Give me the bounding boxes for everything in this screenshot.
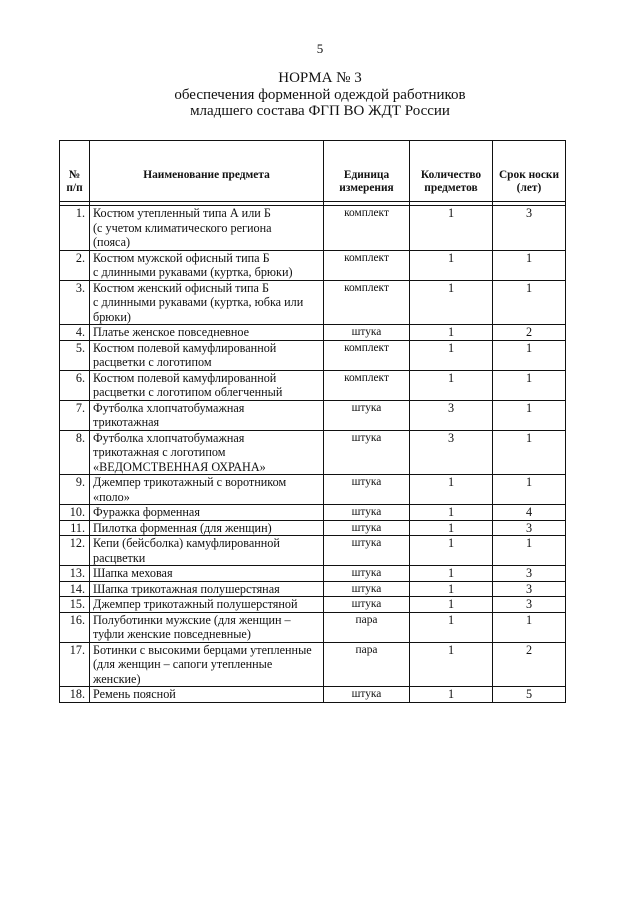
- row-number: 12.: [60, 536, 90, 566]
- item-name-line: Ремень поясной: [93, 687, 176, 701]
- table-row: [60, 520, 566, 536]
- item-unit: штука: [324, 520, 410, 536]
- item-name-line: (пояса): [93, 235, 131, 249]
- item-name-line: Костюм полевой камуфлированной: [93, 340, 277, 355]
- row-number: 16.: [60, 612, 90, 642]
- norms-table: [59, 140, 566, 703]
- item-name-line: Костюм утепленный типа А или Б: [93, 206, 271, 220]
- item-name: [90, 206, 324, 251]
- table-row: [60, 597, 566, 613]
- header-num: № п/п: [60, 141, 90, 202]
- item-name-line: Футболка хлопчатобумажная: [93, 400, 245, 415]
- table-row: [60, 340, 566, 370]
- item-name-line: «ВЕДОМСТВЕННАЯ ОХРАНА»: [93, 459, 266, 474]
- item-quantity: 1: [410, 250, 493, 280]
- table-header-row: [60, 141, 566, 202]
- item-wear-term: 1: [493, 475, 566, 505]
- item-wear-term: 3: [493, 597, 566, 613]
- table-row: [60, 206, 566, 251]
- table-row: [60, 325, 566, 341]
- item-name-line: Шапка трикотажная полушерстяная: [93, 581, 280, 596]
- table-row: [60, 475, 566, 505]
- row-number: 3.: [60, 280, 90, 325]
- item-quantity: 1: [410, 475, 493, 505]
- document-title: [0, 70, 640, 120]
- item-unit: комплект: [324, 370, 410, 400]
- item-name-line: (с учетом климатического региона: [93, 220, 272, 235]
- item-quantity: 1: [410, 370, 493, 400]
- row-number: 14.: [60, 581, 90, 597]
- item-quantity: 1: [410, 581, 493, 597]
- item-unit: штука: [324, 430, 410, 475]
- row-number: 18.: [60, 687, 90, 703]
- item-wear-term: 3: [493, 206, 566, 251]
- item-quantity: 1: [410, 612, 493, 642]
- item-quantity: 1: [410, 597, 493, 613]
- item-quantity: 1: [410, 280, 493, 325]
- row-number: 9.: [60, 475, 90, 505]
- title-line-1: НОРМА № 3: [278, 70, 362, 86]
- item-unit: штука: [324, 505, 410, 521]
- item-name: [90, 400, 324, 430]
- item-quantity: 1: [410, 206, 493, 251]
- item-wear-term: 1: [493, 280, 566, 325]
- table-row: [60, 642, 566, 687]
- header-name: Наименование предмета: [90, 141, 324, 202]
- item-wear-term: 3: [493, 520, 566, 536]
- item-unit: штука: [324, 400, 410, 430]
- item-name-line: расцветки с логотипом облегченный: [93, 385, 283, 399]
- title-line-2: обеспечения форменной одеждой работников: [174, 86, 466, 103]
- item-name: [90, 325, 324, 341]
- header-term: Срок носки (лет): [493, 141, 566, 202]
- item-name: [90, 536, 324, 566]
- item-name: [90, 612, 324, 642]
- item-quantity: 1: [410, 536, 493, 566]
- item-name-line: расцветки: [93, 550, 146, 565]
- item-quantity: 1: [410, 505, 493, 521]
- item-name-line: (для женщин – сапоги утепленные: [93, 657, 273, 671]
- item-name: [90, 566, 324, 582]
- item-name-line: трикотажная: [93, 415, 160, 429]
- item-name-line: туфли женские повседневные): [93, 627, 251, 641]
- item-quantity: 1: [410, 340, 493, 370]
- item-name: [90, 642, 324, 687]
- item-name-line: Фуражка форменная: [93, 505, 200, 519]
- item-name-line: расцветки с логотипом: [93, 355, 212, 369]
- item-name-line: «поло»: [93, 489, 130, 504]
- item-wear-term: 1: [493, 430, 566, 475]
- row-number: 1.: [60, 206, 90, 251]
- item-name: [90, 597, 324, 613]
- item-unit: пара: [324, 612, 410, 642]
- table-row: [60, 280, 566, 325]
- item-unit: штука: [324, 536, 410, 566]
- item-name-line: Футболка хлопчатобумажная: [93, 430, 245, 445]
- table-row: [60, 581, 566, 597]
- row-number: 2.: [60, 250, 90, 280]
- row-number: 7.: [60, 400, 90, 430]
- item-wear-term: 1: [493, 340, 566, 370]
- item-wear-term: 3: [493, 566, 566, 582]
- item-wear-term: 5: [493, 687, 566, 703]
- item-unit: штука: [324, 566, 410, 582]
- item-name-line: с длинными рукавами (куртка, брюки): [93, 265, 293, 279]
- item-name: [90, 370, 324, 400]
- item-name: [90, 581, 324, 597]
- header-qty: Количество предметов: [410, 141, 493, 202]
- item-name-line: Костюм полевой камуфлированной: [93, 370, 277, 385]
- item-name: [90, 280, 324, 325]
- table-row: [60, 612, 566, 642]
- item-name: [90, 520, 324, 536]
- item-name-line: с длинными рукавами (куртка, юбка или: [93, 295, 304, 309]
- item-name-line: Полуботинки мужские (для женщин –: [93, 612, 291, 627]
- item-name-line: Пилотка форменная (для женщин): [93, 520, 272, 535]
- item-quantity: 1: [410, 642, 493, 687]
- table-row: [60, 505, 566, 521]
- item-wear-term: 3: [493, 581, 566, 597]
- item-name-line: трикотажная с логотипом: [93, 445, 226, 459]
- item-name-line: Костюм мужской офисный типа Б: [93, 250, 270, 265]
- item-name: [90, 430, 324, 475]
- title-line-3: младшего состава ФГП ВО ЖДТ России: [190, 103, 450, 119]
- item-unit: штука: [324, 475, 410, 505]
- table-row: [60, 250, 566, 280]
- item-name-line: Ботинки с высокими берцами утепленные: [93, 642, 312, 657]
- row-number: 15.: [60, 597, 90, 613]
- row-number: 4.: [60, 325, 90, 341]
- item-name-line: Джемпер трикотажный полушерстяной: [93, 597, 298, 611]
- item-wear-term: 2: [493, 325, 566, 341]
- item-name: [90, 475, 324, 505]
- item-wear-term: 4: [493, 505, 566, 521]
- item-unit: пара: [324, 642, 410, 687]
- table-row: [60, 566, 566, 582]
- row-number: 17.: [60, 642, 90, 687]
- item-unit: комплект: [324, 206, 410, 251]
- item-name-line: Платье женское повседневное: [93, 325, 250, 339]
- item-unit: штука: [324, 597, 410, 613]
- item-quantity: 1: [410, 566, 493, 582]
- row-number: 11.: [60, 520, 90, 536]
- row-number: 8.: [60, 430, 90, 475]
- item-unit: штука: [324, 581, 410, 597]
- item-unit: комплект: [324, 250, 410, 280]
- item-quantity: 1: [410, 520, 493, 536]
- item-wear-term: 1: [493, 370, 566, 400]
- header-unit: Единица измерения: [324, 141, 410, 202]
- item-name-line: женские): [93, 671, 141, 686]
- item-name-line: брюки): [93, 309, 131, 324]
- item-name-line: Костюм женский офисный типа Б: [93, 280, 269, 295]
- item-quantity: 1: [410, 325, 493, 341]
- row-number: 10.: [60, 505, 90, 521]
- item-name-line: Шапка меховая: [93, 566, 173, 580]
- item-name: [90, 340, 324, 370]
- table-row: [60, 430, 566, 475]
- item-quantity: 3: [410, 400, 493, 430]
- item-wear-term: 1: [493, 536, 566, 566]
- table-row: [60, 536, 566, 566]
- row-number: 13.: [60, 566, 90, 582]
- item-unit: комплект: [324, 340, 410, 370]
- item-name-line: Джемпер трикотажный с воротником: [93, 475, 287, 489]
- item-name: [90, 687, 324, 703]
- table-row: [60, 370, 566, 400]
- item-unit: штука: [324, 325, 410, 341]
- page-number: 5: [316, 41, 324, 56]
- item-wear-term: 2: [493, 642, 566, 687]
- item-unit: комплект: [324, 280, 410, 325]
- item-quantity: 3: [410, 430, 493, 475]
- item-wear-term: 1: [493, 612, 566, 642]
- item-quantity: 1: [410, 687, 493, 703]
- item-unit: штука: [324, 687, 410, 703]
- item-wear-term: 1: [493, 400, 566, 430]
- item-name: [90, 505, 324, 521]
- row-number: 5.: [60, 340, 90, 370]
- table-row: [60, 400, 566, 430]
- row-number: 6.: [60, 370, 90, 400]
- item-name: [90, 250, 324, 280]
- table-row: [60, 687, 566, 703]
- item-wear-term: 1: [493, 250, 566, 280]
- item-name-line: Кепи (бейсболка) камуфлированной: [93, 536, 280, 550]
